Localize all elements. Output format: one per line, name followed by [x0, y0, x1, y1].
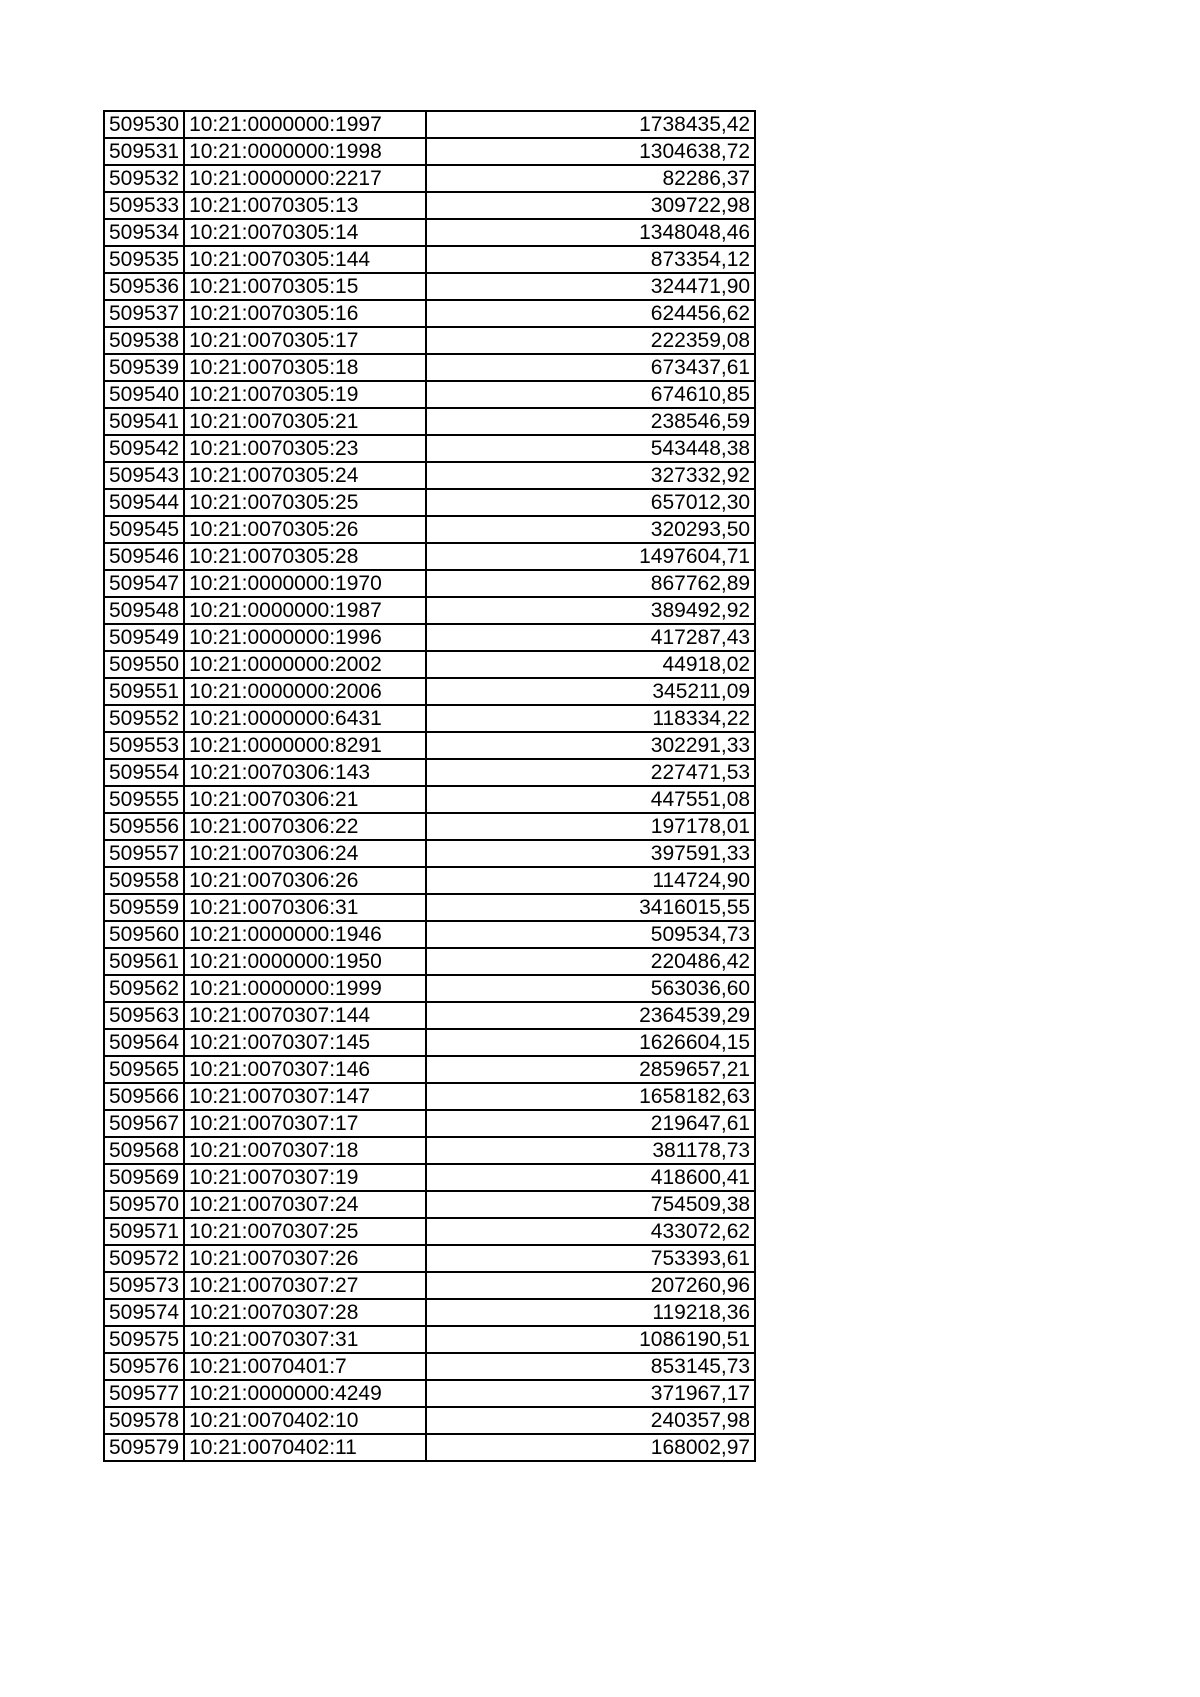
row-id-cell: 509555 [104, 786, 184, 813]
value-cell: 1348048,46 [426, 219, 755, 246]
value-cell: 238546,59 [426, 408, 755, 435]
value-cell: 118334,22 [426, 705, 755, 732]
cadastral-number-cell: 10:21:0000000:1970 [184, 570, 426, 597]
table-row [104, 435, 755, 462]
value-cell: 168002,97 [426, 1434, 755, 1461]
value-cell: 2364539,29 [426, 1002, 755, 1029]
cadastral-number-cell: 10:21:0070307:25 [184, 1218, 426, 1245]
row-id-cell: 509559 [104, 894, 184, 921]
table-row [104, 1056, 755, 1083]
cadastral-number-cell: 10:21:0070307:26 [184, 1245, 426, 1272]
value-cell: 657012,30 [426, 489, 755, 516]
table-row [104, 705, 755, 732]
table-row [104, 1299, 755, 1326]
cadastral-number-cell: 10:21:0000000:1997 [184, 111, 426, 138]
row-id-cell: 509537 [104, 300, 184, 327]
table-row [104, 273, 755, 300]
value-cell: 309722,98 [426, 192, 755, 219]
table-row [104, 624, 755, 651]
cadastral-number-cell: 10:21:0070307:147 [184, 1083, 426, 1110]
value-cell: 320293,50 [426, 516, 755, 543]
table-row [104, 1110, 755, 1137]
table-row [104, 1407, 755, 1434]
value-cell: 1738435,42 [426, 111, 755, 138]
cadastral-number-cell: 10:21:0070307:17 [184, 1110, 426, 1137]
row-id-cell: 509539 [104, 354, 184, 381]
cadastral-number-cell: 10:21:0070306:21 [184, 786, 426, 813]
cadastral-number-cell: 10:21:0070305:28 [184, 543, 426, 570]
value-cell: 207260,96 [426, 1272, 755, 1299]
value-cell: 563036,60 [426, 975, 755, 1002]
cadastral-number-cell: 10:21:0070306:31 [184, 894, 426, 921]
table-row [104, 381, 755, 408]
cadastral-number-cell: 10:21:0070402:11 [184, 1434, 426, 1461]
row-id-cell: 509535 [104, 246, 184, 273]
cadastral-number-cell: 10:21:0000000:8291 [184, 732, 426, 759]
table-row [104, 813, 755, 840]
row-id-cell: 509578 [104, 1407, 184, 1434]
value-cell: 433072,62 [426, 1218, 755, 1245]
cadastral-number-cell: 10:21:0070305:17 [184, 327, 426, 354]
value-cell: 219647,61 [426, 1110, 755, 1137]
value-cell: 753393,61 [426, 1245, 755, 1272]
row-id-cell: 509570 [104, 1191, 184, 1218]
row-id-cell: 509553 [104, 732, 184, 759]
table-row [104, 732, 755, 759]
row-id-cell: 509538 [104, 327, 184, 354]
table-row [104, 192, 755, 219]
value-cell: 509534,73 [426, 921, 755, 948]
table-row [104, 489, 755, 516]
row-id-cell: 509576 [104, 1353, 184, 1380]
table-row [104, 1002, 755, 1029]
table-row [104, 1191, 755, 1218]
cadastral-number-cell: 10:21:0070307:19 [184, 1164, 426, 1191]
table-row [104, 975, 755, 1002]
value-cell: 418600,41 [426, 1164, 755, 1191]
cadastral-number-cell: 10:21:0070306:22 [184, 813, 426, 840]
row-id-cell: 509577 [104, 1380, 184, 1407]
row-id-cell: 509540 [104, 381, 184, 408]
row-id-cell: 509560 [104, 921, 184, 948]
row-id-cell: 509533 [104, 192, 184, 219]
cadastral-number-cell: 10:21:0070305:144 [184, 246, 426, 273]
row-id-cell: 509554 [104, 759, 184, 786]
value-cell: 447551,08 [426, 786, 755, 813]
row-id-cell: 509563 [104, 1002, 184, 1029]
table-row [104, 840, 755, 867]
value-cell: 673437,61 [426, 354, 755, 381]
table-row [104, 948, 755, 975]
row-id-cell: 509568 [104, 1137, 184, 1164]
row-id-cell: 509548 [104, 597, 184, 624]
row-id-cell: 509561 [104, 948, 184, 975]
table-row [104, 678, 755, 705]
row-id-cell: 509552 [104, 705, 184, 732]
cadastral-number-cell: 10:21:0070305:16 [184, 300, 426, 327]
value-cell: 381178,73 [426, 1137, 755, 1164]
table-row [104, 408, 755, 435]
value-cell: 220486,42 [426, 948, 755, 975]
table-row [104, 1245, 755, 1272]
row-id-cell: 509544 [104, 489, 184, 516]
data-table [103, 110, 756, 1462]
table-row [104, 246, 755, 273]
value-cell: 624456,62 [426, 300, 755, 327]
cadastral-number-cell: 10:21:0000000:1996 [184, 624, 426, 651]
value-cell: 1658182,63 [426, 1083, 755, 1110]
value-cell: 853145,73 [426, 1353, 755, 1380]
table-row [104, 1029, 755, 1056]
table-body [104, 111, 755, 1461]
table-row [104, 867, 755, 894]
row-id-cell: 509549 [104, 624, 184, 651]
value-cell: 371967,17 [426, 1380, 755, 1407]
value-cell: 197178,01 [426, 813, 755, 840]
row-id-cell: 509530 [104, 111, 184, 138]
cadastral-number-cell: 10:21:0070307:18 [184, 1137, 426, 1164]
table-row [104, 1137, 755, 1164]
value-cell: 754509,38 [426, 1191, 755, 1218]
cadastral-number-cell: 10:21:0000000:2217 [184, 165, 426, 192]
row-id-cell: 509569 [104, 1164, 184, 1191]
row-id-cell: 509579 [104, 1434, 184, 1461]
cadastral-number-cell: 10:21:0000000:1950 [184, 948, 426, 975]
cadastral-number-cell: 10:21:0000000:1946 [184, 921, 426, 948]
cadastral-number-cell: 10:21:0070402:10 [184, 1407, 426, 1434]
cadastral-number-cell: 10:21:0000000:6431 [184, 705, 426, 732]
cadastral-number-cell: 10:21:0070305:21 [184, 408, 426, 435]
value-cell: 674610,85 [426, 381, 755, 408]
row-id-cell: 509566 [104, 1083, 184, 1110]
cadastral-number-cell: 10:21:0070305:14 [184, 219, 426, 246]
cadastral-number-cell: 10:21:0070305:15 [184, 273, 426, 300]
table-row [104, 597, 755, 624]
row-id-cell: 509534 [104, 219, 184, 246]
cadastral-number-cell: 10:21:0070307:28 [184, 1299, 426, 1326]
table-row [104, 894, 755, 921]
cadastral-number-cell: 10:21:0000000:1999 [184, 975, 426, 1002]
table-row [104, 1434, 755, 1461]
cadastral-number-cell: 10:21:0070401:7 [184, 1353, 426, 1380]
cadastral-number-cell: 10:21:0000000:2002 [184, 651, 426, 678]
value-cell: 119218,36 [426, 1299, 755, 1326]
value-cell: 1086190,51 [426, 1326, 755, 1353]
value-cell: 44918,02 [426, 651, 755, 678]
table-row [104, 1083, 755, 1110]
table-row [104, 543, 755, 570]
value-cell: 543448,38 [426, 435, 755, 462]
value-cell: 2859657,21 [426, 1056, 755, 1083]
value-cell: 302291,33 [426, 732, 755, 759]
value-cell: 82286,37 [426, 165, 755, 192]
value-cell: 397591,33 [426, 840, 755, 867]
cadastral-number-cell: 10:21:0070305:19 [184, 381, 426, 408]
cadastral-number-cell: 10:21:0070305:23 [184, 435, 426, 462]
table-row [104, 1218, 755, 1245]
table-row [104, 516, 755, 543]
cadastral-number-cell: 10:21:0070306:26 [184, 867, 426, 894]
row-id-cell: 509545 [104, 516, 184, 543]
row-id-cell: 509572 [104, 1245, 184, 1272]
row-id-cell: 509573 [104, 1272, 184, 1299]
table-row [104, 138, 755, 165]
table-row [104, 165, 755, 192]
value-cell: 417287,43 [426, 624, 755, 651]
value-cell: 114724,90 [426, 867, 755, 894]
cadastral-number-cell: 10:21:0000000:1987 [184, 597, 426, 624]
row-id-cell: 509567 [104, 1110, 184, 1137]
table-row [104, 300, 755, 327]
row-id-cell: 509542 [104, 435, 184, 462]
row-id-cell: 509571 [104, 1218, 184, 1245]
cadastral-number-cell: 10:21:0070306:24 [184, 840, 426, 867]
row-id-cell: 509556 [104, 813, 184, 840]
row-id-cell: 509565 [104, 1056, 184, 1083]
row-id-cell: 509574 [104, 1299, 184, 1326]
row-id-cell: 509564 [104, 1029, 184, 1056]
value-cell: 240357,98 [426, 1407, 755, 1434]
row-id-cell: 509531 [104, 138, 184, 165]
value-cell: 389492,92 [426, 597, 755, 624]
value-cell: 873354,12 [426, 246, 755, 273]
cadastral-number-cell: 10:21:0070305:18 [184, 354, 426, 381]
cadastral-number-cell: 10:21:0070307:145 [184, 1029, 426, 1056]
row-id-cell: 509532 [104, 165, 184, 192]
row-id-cell: 509547 [104, 570, 184, 597]
table-row [104, 651, 755, 678]
row-id-cell: 509550 [104, 651, 184, 678]
table-row [104, 219, 755, 246]
value-cell: 227471,53 [426, 759, 755, 786]
table-row [104, 570, 755, 597]
row-id-cell: 509558 [104, 867, 184, 894]
table-row [104, 759, 755, 786]
value-cell: 3416015,55 [426, 894, 755, 921]
table-row [104, 462, 755, 489]
table-row [104, 1380, 755, 1407]
cadastral-number-cell: 10:21:0070306:143 [184, 759, 426, 786]
value-cell: 327332,92 [426, 462, 755, 489]
table-row [104, 921, 755, 948]
table-row [104, 1326, 755, 1353]
row-id-cell: 509541 [104, 408, 184, 435]
cadastral-number-cell: 10:21:0000000:4249 [184, 1380, 426, 1407]
value-cell: 345211,09 [426, 678, 755, 705]
table-row [104, 111, 755, 138]
row-id-cell: 509562 [104, 975, 184, 1002]
cadastral-number-cell: 10:21:0070305:24 [184, 462, 426, 489]
table-row [104, 1272, 755, 1299]
cadastral-number-cell: 10:21:0070307:146 [184, 1056, 426, 1083]
table-row [104, 354, 755, 381]
row-id-cell: 509551 [104, 678, 184, 705]
cadastral-number-cell: 10:21:0070305:26 [184, 516, 426, 543]
value-cell: 867762,89 [426, 570, 755, 597]
cadastral-number-cell: 10:21:0070307:144 [184, 1002, 426, 1029]
value-cell: 1626604,15 [426, 1029, 755, 1056]
table-row [104, 327, 755, 354]
cadastral-number-cell: 10:21:0070305:25 [184, 489, 426, 516]
cadastral-number-cell: 10:21:0070307:24 [184, 1191, 426, 1218]
row-id-cell: 509536 [104, 273, 184, 300]
row-id-cell: 509543 [104, 462, 184, 489]
table-row [104, 786, 755, 813]
cadastral-number-cell: 10:21:0000000:2006 [184, 678, 426, 705]
cadastral-number-cell: 10:21:0070307:27 [184, 1272, 426, 1299]
cadastral-number-cell: 10:21:0000000:1998 [184, 138, 426, 165]
value-cell: 1304638,72 [426, 138, 755, 165]
table-row [104, 1353, 755, 1380]
cadastral-number-cell: 10:21:0070307:31 [184, 1326, 426, 1353]
row-id-cell: 509557 [104, 840, 184, 867]
value-cell: 324471,90 [426, 273, 755, 300]
table-row [104, 1164, 755, 1191]
cadastral-number-cell: 10:21:0070305:13 [184, 192, 426, 219]
value-cell: 1497604,71 [426, 543, 755, 570]
row-id-cell: 509575 [104, 1326, 184, 1353]
row-id-cell: 509546 [104, 543, 184, 570]
value-cell: 222359,08 [426, 327, 755, 354]
